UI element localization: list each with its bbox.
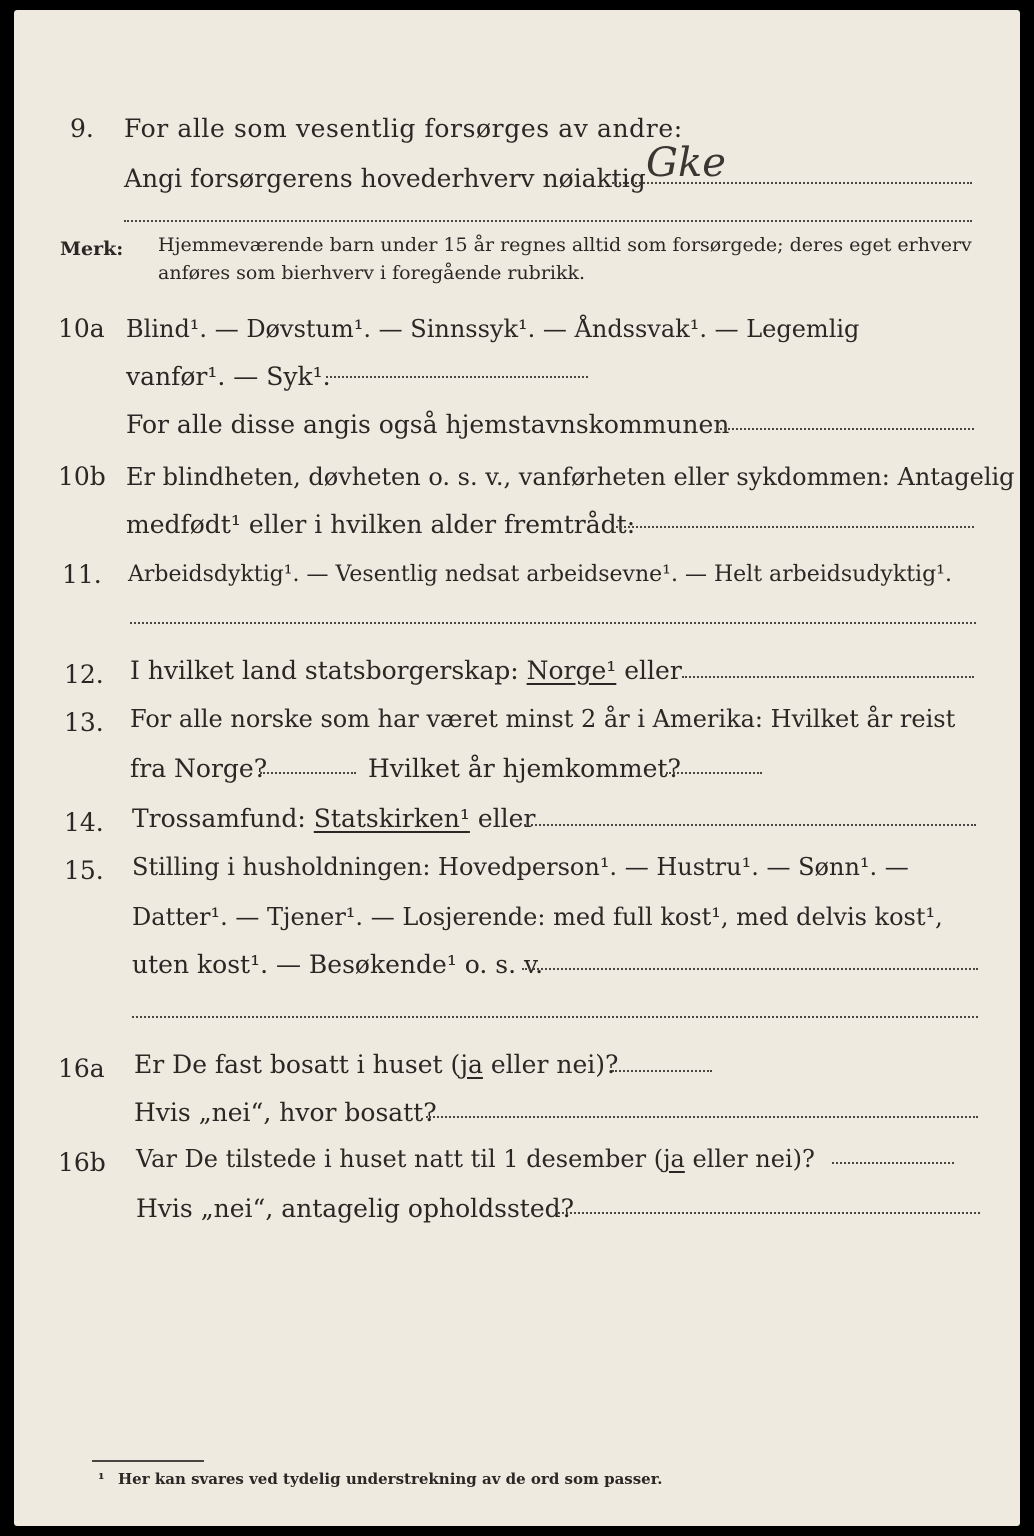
q11-line1: Arbeidsdyktig¹. — Vesentlig nedsat arbeidsevne¹. — Helt arbeidsudyktig¹. [128, 562, 952, 587]
q13-number: 13. [64, 708, 104, 737]
q16a-dotted-line [612, 1070, 712, 1072]
q16b-dotted-line [832, 1162, 954, 1164]
census-form-page [14, 10, 1020, 1526]
q12-eller: eller [624, 656, 682, 685]
q16b-question-start: Var De tilstede i huset natt til 1 desember ( [136, 1145, 664, 1173]
q10b-dotted-line [616, 526, 974, 528]
q16b-opholdssted-dotted-line [558, 1212, 980, 1214]
q13-reist-dotted-line [260, 772, 356, 774]
q10b-line1: Er blindheten, døvheten o. s. v., vanførheten eller sykdommen: Antagelig [126, 463, 1015, 491]
merk-line1: Hjemmeværende barn under 15 år regnes alltid som forsørgede; deres eget erhverv [158, 234, 972, 256]
footnote-rule [92, 1460, 204, 1462]
footnote-text: Her kan svares ved tydelig understrekning av de ord som passer. [118, 1470, 663, 1488]
q16b-number: 16b [58, 1148, 106, 1177]
q15-line2: Datter¹. — Tjener¹. — Losjerende: med full kost¹, med delvis kost¹, [132, 903, 943, 931]
q16b-question-end: eller nei)? [684, 1145, 815, 1173]
q12-number: 12. [64, 660, 104, 689]
q16a-question-start: Er De fast bosatt i huset ( [134, 1050, 461, 1079]
footnote-mark: ¹ [98, 1470, 105, 1488]
q16a-number: 16a [58, 1054, 105, 1083]
q12-dotted-line [682, 676, 974, 678]
q13-line2b: Hvilket år hjemkommet? [368, 754, 681, 783]
q12-question: I hvilket land statsborgerskap: [130, 656, 519, 685]
q9-line1: For alle som vesentlig forsørges av andre: [124, 114, 683, 143]
q9-extra-line [124, 220, 972, 222]
q12-line [130, 656, 682, 686]
q16a-bosatt-dotted-line [426, 1116, 978, 1118]
q10a-kommune-dotted-line [716, 428, 974, 430]
q11-number: 11. [62, 560, 102, 589]
q15-dotted-line [522, 968, 978, 970]
q9-line2: Angi forsørgerens hovederhverv nøiaktig [124, 164, 646, 193]
q15-number: 15. [64, 856, 104, 885]
q14-question: Trossamfund: [132, 804, 306, 833]
q16a-question-end: eller nei)? [482, 1050, 619, 1079]
q16a-line1 [134, 1050, 618, 1080]
q15-extra-line [132, 1016, 978, 1018]
q10a-line1: Blind¹. — Døvstum¹. — Sinnssyk¹. — Åndssvak¹. — Legemlig [126, 315, 860, 343]
q13-line1: For alle norske som har været minst 2 år i Amerika: Hvilket år reist [130, 705, 956, 733]
q10b-number: 10b [58, 462, 106, 491]
q14-underlined-answer: Statskirken¹ [313, 804, 470, 833]
q16b-underlined-ja: ja [663, 1145, 685, 1173]
q11-extra-line [130, 622, 976, 624]
q10a-syk-dotted-line [326, 376, 588, 378]
q14-number: 14. [64, 808, 104, 837]
q15-line1: Stilling i husholdningen: Hovedperson¹. — Hustru¹. — Sønn¹. — [132, 853, 909, 881]
q13-line2a: fra Norge? [130, 754, 268, 783]
q14-eller: eller [477, 804, 536, 833]
q9-handwritten-answer: Gke [646, 140, 726, 186]
q15-line3: uten kost¹. — Besøkende¹ o. s. v. [132, 950, 544, 979]
merk-label: Merk: [60, 238, 124, 260]
q14-dotted-line [524, 824, 976, 826]
q16b-line2: Hvis „nei“, antagelig opholdssted? [136, 1194, 575, 1223]
q9-number: 9. [70, 114, 94, 143]
q10a-line3: For alle disse angis også hjemstavnskommunen [126, 410, 730, 439]
q14-line [132, 804, 535, 834]
q13-hjemkommet-dotted-line [666, 772, 762, 774]
q16b-line1 [136, 1144, 815, 1174]
q16a-line2: Hvis „nei“, hvor bosatt? [134, 1098, 437, 1127]
q10b-line2: medfødt¹ eller i hvilken alder fremtrådt: [126, 510, 636, 539]
q10a-number: 10a [58, 314, 105, 343]
q16a-underlined-ja: ja [460, 1050, 483, 1079]
merk-line2: anføres som bierhverv i foregående rubrikk. [158, 262, 586, 284]
q10a-line2: vanfør¹. — Syk¹. [126, 362, 331, 391]
q12-underlined-answer: Norge¹ [526, 656, 617, 685]
